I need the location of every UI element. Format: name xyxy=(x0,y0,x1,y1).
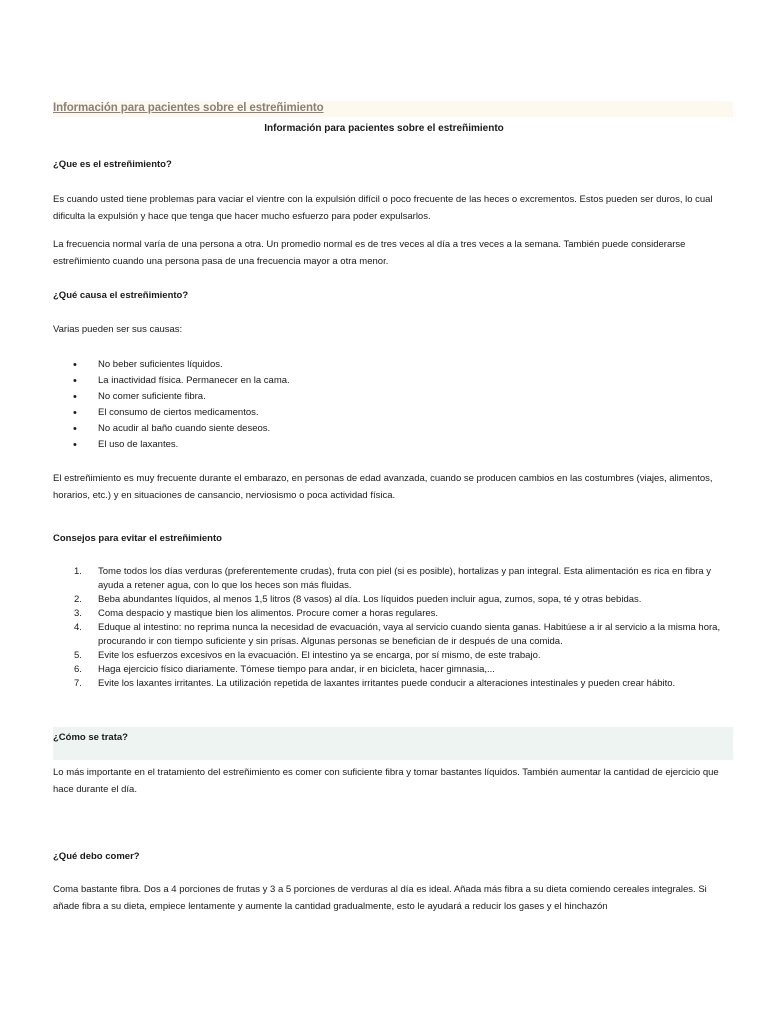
paragraph-frequent-situations: El estreñimiento es muy frecuente durante el embarazo, en personas de edad avanzada, cuando se producen cambios en las costumbres (viajes, alimentos, horarios, etc.) y en situaciones de cansancio, nerviosismo o poca actividad física. xyxy=(53,473,713,501)
item-number: 2. xyxy=(74,594,82,605)
heading-causes: ¿Qué causa el estreñimiento? xyxy=(53,290,189,301)
cause-text: El uso de laxantes. xyxy=(98,439,179,450)
advice-text: Tome todos los días verduras (preferentemente crudas), fruta con piel (si es posible), hortalizas y pan integral. Esta alimentación es rica en fibra y ayuda a retener agua, con lo que los heces son más fluidas. xyxy=(98,566,712,591)
causes-list xyxy=(53,357,733,453)
item-number: 5. xyxy=(74,650,82,661)
advice-list xyxy=(53,565,733,691)
item-number: 4. xyxy=(74,622,82,633)
list-item xyxy=(53,565,733,593)
list-item xyxy=(53,593,733,607)
causes-intro: Varias pueden ser sus causas: xyxy=(53,324,183,335)
list-item xyxy=(53,621,733,649)
item-number: 6. xyxy=(74,664,82,675)
heading-treatment: ¿Cómo se trata? xyxy=(53,732,128,743)
list-item xyxy=(53,607,733,621)
cause-text: El consumo de ciertos medicamentos. xyxy=(98,407,259,418)
advice-text: Beba abundantes líquidos, al menos 1,5 litros (8 vasos) al día. Los líquidos pueden incluir agua, zumos, sopa, té y otras bebidas. xyxy=(98,594,642,605)
advice-text: Coma despacio y mastique bien los alimentos. Procure comer a horas regulares. xyxy=(98,608,439,619)
list-item xyxy=(53,373,733,389)
item-number: 7. xyxy=(74,678,82,689)
heading-what-is: ¿Que es el estreñimiento? xyxy=(53,159,172,170)
heading-what-to-eat: ¿Qué debo comer? xyxy=(53,851,140,862)
cause-text: La inactividad física. Permanecer en la cama. xyxy=(98,375,290,386)
page-header-title[interactable]: Información para pacientes sobre el estreñimiento xyxy=(53,102,324,114)
heading-advice: Consejos para evitar el estreñimiento xyxy=(53,533,222,544)
document-title: Información para pacientes sobre el estreñimiento xyxy=(264,123,504,134)
cause-text: No acudir al baño cuando siente deseos. xyxy=(98,423,271,434)
list-item xyxy=(53,649,733,663)
advice-text: Evite los esfuerzos excesivos en la evacuación. El intestino ya se encarga, por sí mismo, de este trabajo. xyxy=(98,650,541,661)
advice-text: Evite los laxantes irritantes. La utilización repetida de laxantes irritantes puede conducir a alteraciones intestinales y pueden crear hábito. xyxy=(98,678,676,689)
item-number: 1. xyxy=(74,566,82,577)
paragraph-definition: Es cuando usted tiene problemas para vaciar el vientre con la expulsión difícil o poco frecuente de las heces o excrementos. Estos pueden ser duros, lo cual dificulta la expulsión y hace que tenga que hacer mucho esfuerzo para poder expulsarlos. xyxy=(53,194,713,222)
list-item xyxy=(53,677,733,691)
list-item xyxy=(53,357,733,373)
advice-text: Eduque al intestino: no reprima nunca la necesidad de evacuación, vaya al servicio cuando sienta ganas. Habitúese a ir al servicio a la misma hora, procurando ir con tiempo suficiente y sin prisas. Algunas personas se benefician de ir después de una comida. xyxy=(98,622,721,647)
list-item xyxy=(53,437,733,453)
paragraph-what-to-eat: Coma bastante fibra. Dos a 4 porciones de frutas y 3 a 5 porciones de verduras al día es ideal. Añada más fibra a su dieta comiendo cereales integrales. Si añade fibra a su dieta, empiece lentamente y aumente la cantidad gradualmente, esto le ayudará a reducir los gases y el hinchazón xyxy=(53,884,707,912)
cause-text: No comer suficiente fibra. xyxy=(98,391,206,402)
list-item xyxy=(53,389,733,405)
paragraph-treatment: Lo más importante en el tratamiento del estreñimiento es comer con suficiente fibra y tomar bastantes líquidos. También aumentar la cantidad de ejercicio que hace durante el día. xyxy=(53,767,719,795)
paragraph-frequency: La frecuencia normal varía de una persona a otra. Un promedio normal es de tres veces al día a tres veces a la semana. También puede considerarse estreñimiento cuando una persona pasa de una frecuencia mayor a otra menor. xyxy=(53,239,686,267)
list-item xyxy=(53,663,733,677)
page-header-bar xyxy=(53,101,733,117)
advice-text: Haga ejercicio físico diariamente. Tómese tiempo para andar, ir en bicicleta, hacer gimnasia,... xyxy=(98,664,495,675)
item-number: 3. xyxy=(74,608,82,619)
cause-text: No beber suficientes líquidos. xyxy=(98,359,223,370)
list-item xyxy=(53,405,733,421)
list-item xyxy=(53,421,733,437)
